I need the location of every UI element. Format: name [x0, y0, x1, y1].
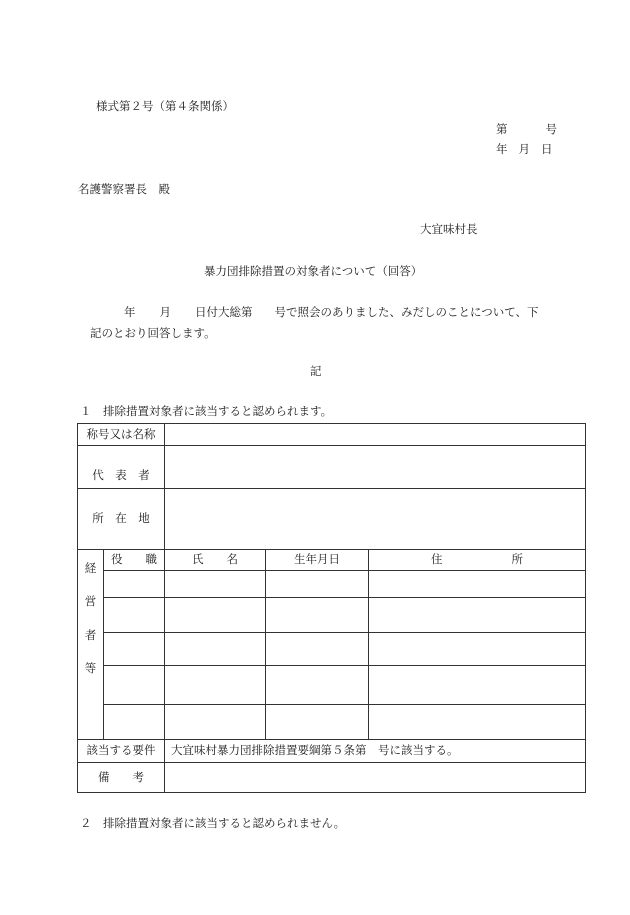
document-date: [496, 144, 553, 156]
manager-birth-cell[interactable]: [266, 571, 369, 598]
date-year: 年: [496, 142, 508, 156]
managers-char-3: 者: [84, 627, 97, 642]
address-label: 所 在 地: [78, 489, 165, 550]
manager-birth-cell[interactable]: [266, 633, 369, 666]
manager-address-cell[interactable]: [369, 598, 586, 633]
manager-position-cell[interactable]: [104, 666, 165, 705]
representative-label: 代 表 者: [78, 446, 165, 489]
table-row: [78, 424, 586, 446]
requirement-label: 該当する要件: [78, 740, 165, 763]
section-2-heading: ２ 排除措置対象者に該当すると認められません。: [80, 816, 346, 830]
managers-char-4: 等: [84, 661, 97, 676]
remarks-label: 備 考: [78, 763, 165, 793]
response-table: [77, 423, 586, 793]
table-row: [78, 666, 586, 705]
table-row: [78, 571, 586, 598]
section-1-heading: １ 排除措置対象者に該当すると認められます。: [80, 404, 333, 418]
manager-position-cell[interactable]: [104, 705, 165, 740]
table-row: [78, 705, 586, 740]
manager-position-cell[interactable]: [104, 571, 165, 598]
requirement-value: 大宜味村暴力団排除措置要綱第５条第 号に該当する。: [165, 740, 586, 763]
addressee: 名護警察署長 殿: [78, 182, 170, 196]
col-birth-header: 生年月日: [266, 550, 369, 571]
table-row: [78, 740, 586, 763]
table-row: [78, 633, 586, 666]
manager-address-cell[interactable]: [369, 666, 586, 705]
manager-birth-cell[interactable]: [266, 666, 369, 705]
manager-name-cell[interactable]: [165, 666, 266, 705]
body-month: 月: [159, 305, 171, 319]
manager-name-cell[interactable]: [165, 598, 266, 633]
managers-char-1: 経: [84, 561, 97, 575]
number-suffix: 号: [545, 122, 557, 136]
manager-birth-cell[interactable]: [266, 705, 369, 740]
manager-name-cell[interactable]: [165, 705, 266, 740]
name-value-cell[interactable]: [165, 424, 586, 446]
sender: 大宜味村長: [420, 222, 478, 236]
document-number: [496, 124, 557, 136]
body-date-ref: 日付大総第: [195, 305, 253, 319]
table-row: [78, 598, 586, 633]
manager-address-cell[interactable]: [369, 633, 586, 666]
manager-address-cell[interactable]: [369, 571, 586, 598]
manager-position-cell[interactable]: [104, 633, 165, 666]
manager-address-cell[interactable]: [369, 705, 586, 740]
managers-char-2: 営: [84, 594, 97, 609]
manager-birth-cell[interactable]: [266, 598, 369, 633]
number-prefix: 第: [496, 122, 508, 136]
col-position-header: 役 職: [104, 550, 165, 571]
date-day: 日: [541, 142, 553, 156]
managers-label: [78, 550, 104, 740]
col-address-header: 住 所: [369, 550, 586, 571]
name-label: 称号又は名称: [78, 424, 165, 446]
remarks-value-cell[interactable]: [165, 763, 586, 793]
document-title: 暴力団排除措置の対象者について（回答）: [204, 264, 423, 278]
manager-name-cell[interactable]: [165, 633, 266, 666]
body-year: 年: [124, 305, 136, 319]
form-number-label: 様式第２号（第４条関係）: [96, 99, 234, 113]
managers-header-row: [78, 550, 586, 571]
date-month: 月: [518, 142, 530, 156]
representative-value-cell[interactable]: [165, 446, 586, 489]
table-row: [78, 763, 586, 793]
manager-position-cell[interactable]: [104, 598, 165, 633]
body-line-1: [124, 307, 539, 319]
body-line-2: 記のとおり回答します。: [90, 326, 216, 340]
table-row: [78, 489, 586, 550]
body-text: 号で照会のありました、みだしのことについて、下: [274, 305, 539, 319]
address-value-cell[interactable]: [165, 489, 586, 550]
table-row: [78, 446, 586, 489]
manager-name-cell[interactable]: [165, 571, 266, 598]
col-name-header: 氏 名: [165, 550, 266, 571]
ki-heading: 記: [310, 364, 322, 378]
